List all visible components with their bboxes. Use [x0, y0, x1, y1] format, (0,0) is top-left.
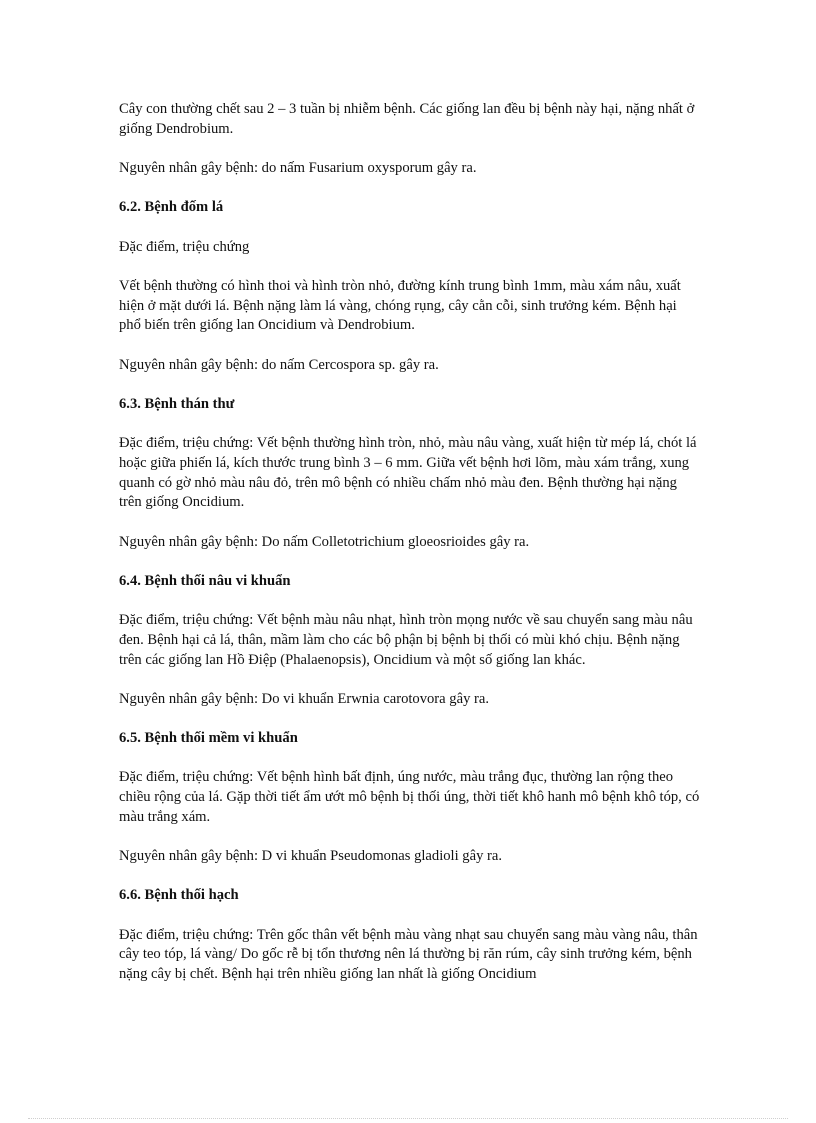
- paragraph: Đặc điểm, triệu chứng: [119, 238, 250, 255]
- paragraph: Cây con thường chết sau 2 – 3 tuần bị nhiễm bệnh. Các giống lan đều bị bệnh này hại, nặng nhất ở giống Dendrobium.: [119, 101, 695, 137]
- paragraph: Nguyên nhân gây bệnh: do nấm Cercospora sp. gây ra.: [119, 356, 439, 373]
- paragraph: Nguyên nhân gây bệnh: do nấm Fusarium oxysporum gây ra.: [119, 160, 477, 176]
- paragraph: Nguyên nhân gây bệnh: D vi khuẩn Pseudomonas gladioli gây ra.: [119, 848, 503, 865]
- paragraph: Vết bệnh thường có hình thoi và hình tròn nhỏ, đường kính trung bình 1mm, màu xám nâu, xuất hiện ở mặt dưới lá. Bệnh nặng làm lá vàng, chóng rụng, cây cằn cỗi, sinh trưởng kém. Bệnh hại phổ biến trên giống lan Oncidium và Dendrobium.: [119, 277, 681, 334]
- document-body: [119, 100, 701, 1004]
- paragraph: Đặc điểm, triệu chứng: Vết bệnh màu nâu nhạt, hình tròn mọng nước về sau chuyển sang màu nâu đen. Bệnh hại cả lá, thân, mầm làm cho các bộ phận bị bệnh bị thối có mùi khó chịu. Bệnh nặng trên các giống lan Hồ Điệp (Phalaenopsis), Oncidium và một số giống lan khác.: [119, 612, 693, 668]
- section-heading: 6.4. Bệnh thối nâu vi khuẩn: [119, 572, 291, 589]
- section-heading: 6.5. Bệnh thối mềm vi khuẩn: [119, 730, 298, 747]
- page-bottom-divider: [28, 1118, 788, 1119]
- paragraph: Nguyên nhân gây bệnh: Do vi khuẩn Erwnia carotovora gây ra.: [119, 690, 489, 707]
- paragraph: Nguyên nhân gây bệnh: Do nấm Colletotrichium gloeosrioides gây ra.: [119, 533, 530, 550]
- section-heading: 6.3. Bệnh thán thư: [119, 395, 235, 412]
- paragraph: Đặc điểm, triệu chứng: Vết bệnh thường hình tròn, nhỏ, màu nâu vàng, xuất hiện từ mép lá, chót lá hoặc giữa phiến lá, kích thước trung bình 3 – 6 mm. Giữa vết bệnh hơi lõm, màu xám trắng, xung quanh có gờ nhỏ màu nâu đỏ, trên mô bệnh có nhiều chấm nhỏ màu đen. Bệnh thường hại nặng trên giống Oncidium.: [119, 435, 697, 511]
- section-heading: 6.2. Bệnh đốm lá: [119, 199, 224, 216]
- paragraph: Đặc điểm, triệu chứng: Vết bệnh hình bất định, úng nước, màu trắng đục, thường lan rộng theo chiều rộng của lá. Gặp thời tiết ẩm ướt mô bệnh bị thối úng, thời tiết khô hanh mô bệnh khô tóp, có màu trắng xám.: [119, 769, 700, 825]
- paragraph: Đặc điểm, triệu chứng: Trên gốc thân vết bệnh màu vàng nhạt sau chuyển sang màu vàng nâu, thân cây teo tóp, lá vàng/ Do gốc rễ bị tổn thương nên lá thường bị răn rúm, cây sinh trưởng kém, bệnh nặng cây bị chết. Bệnh hại trên nhiều giống lan nhất là giống Oncidium: [119, 926, 698, 983]
- section-heading: 6.6. Bệnh thối hạch: [119, 887, 239, 904]
